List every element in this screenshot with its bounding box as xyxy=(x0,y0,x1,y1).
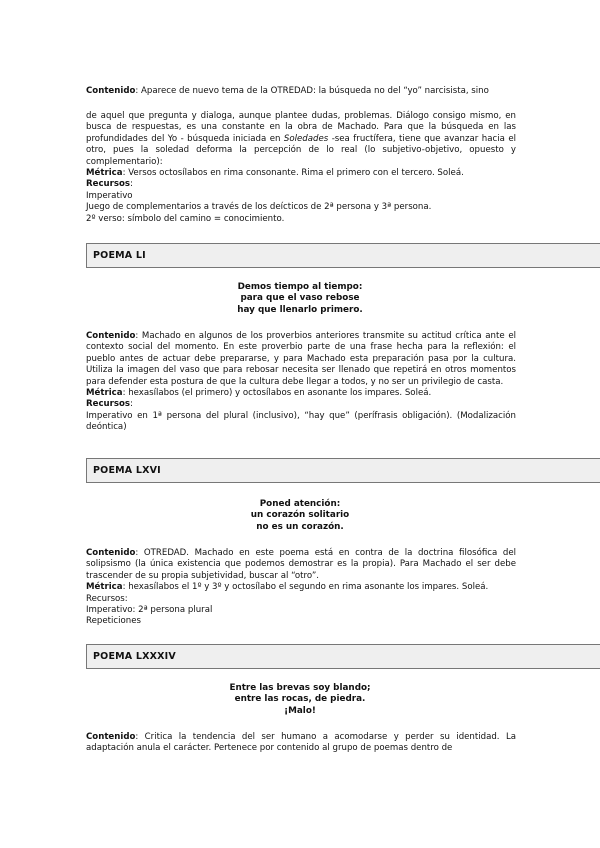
metrica-line xyxy=(86,168,516,179)
verse-line: ¡Malo! xyxy=(284,705,316,716)
contenido-text: : Machado en algunos de los proverbios anteriores transmite su actitud crítica ante el contexto social del momento. En este proverbio parte de una frase hecha para la reflexión: el pueblo antes de actuar debe prepararse, y para Machado esta preparación pasa por la cultura. Utiliza la imagen del vaso que para rebosar necesita ser llenado que repetirá en otros momentos para defender esta postura de que la cultura debe llegar a todos, y no ser un privilegio de casta. xyxy=(86,331,516,387)
contenido-label: Contenido xyxy=(86,331,136,341)
contenido-paragraph xyxy=(86,732,516,755)
verse-line: para que el vaso rebose xyxy=(240,293,360,304)
metrica-label: Métrica xyxy=(86,388,123,399)
verse-line: hay que llenarlo primero. xyxy=(237,304,363,315)
contenido-text-part: de aquel que pregunta y dialoga, aunque plantee dudas, problemas. Diálogo consigo mismo, en busca de respuestas, es una constante en la obra de Machado. Para que la búsqueda en las profundidades del Yo - búsqueda iniciada en xyxy=(86,111,516,144)
recursos-colon: : xyxy=(130,179,133,190)
recursos-item: Imperativo: 2ª persona plural xyxy=(86,605,213,616)
verse-line: entre las rocas, de piedra. xyxy=(234,694,366,705)
metrica-line xyxy=(86,582,516,593)
verse-line: Poned atención: xyxy=(259,499,341,509)
recursos-item: Imperativo xyxy=(86,190,133,201)
contenido-label: Contenido xyxy=(86,548,136,558)
recursos-label: Recursos xyxy=(86,399,131,410)
metrica-text: : hexasílabos (el primero) y octosílabos en asonante los impares. Soleá. xyxy=(122,388,432,399)
section-heading-poema-lxxxiv xyxy=(86,644,600,669)
metrica-text: : Versos octosílabos en rima consonante. Rima el primero con el tercero. Soleá. xyxy=(122,168,464,179)
verse-line: no es un corazón. xyxy=(256,521,344,532)
recursos-colon: : xyxy=(130,399,133,410)
top-contenido-first-line xyxy=(86,86,516,97)
poema-li-commentary xyxy=(86,331,516,434)
soledades-title: Soledades xyxy=(283,133,329,144)
recursos-label: Recursos: xyxy=(86,593,128,604)
poem-verses xyxy=(150,499,450,533)
recursos-item: 2º verso: símbolo del camino = conocimiento. xyxy=(86,213,285,224)
section-heading-text: POEMA LXXXIV xyxy=(93,651,176,662)
contenido-label: Contenido xyxy=(86,732,136,742)
verse-line: Demos tiempo al tiempo: xyxy=(237,282,363,292)
poem-verses xyxy=(150,683,450,717)
metrica-text: : hexasílabos el 1º y 3º y octosílabo el segundo en rima asonante los impares. Soleá. xyxy=(122,582,489,593)
section-heading-text: POEMA LI xyxy=(93,250,146,261)
verse-line: Entre las brevas soy blando; xyxy=(229,683,371,693)
contenido-text: : Aparece de nuevo tema de la OTREDAD: la búsqueda no del “yo” narcisista, sino xyxy=(135,86,489,96)
poema-lxxxiv-commentary xyxy=(86,732,516,755)
top-contenido-body xyxy=(86,111,516,225)
recursos-label: Recursos xyxy=(86,179,131,190)
recursos-text: Imperativo en 1ª persona del plural (inclusivo), “hay que” (perífrasis obligación). (Modalización deóntica) xyxy=(86,410,516,433)
contenido-paragraph xyxy=(86,331,516,388)
metrica-label: Métrica xyxy=(86,582,123,593)
contenido-paragraph xyxy=(86,548,516,582)
section-heading-poema-lxvi xyxy=(86,458,600,483)
section-heading-poema-li xyxy=(86,243,600,268)
contenido-paragraph xyxy=(86,111,516,168)
recursos-line xyxy=(86,399,516,410)
poema-lxvi-commentary xyxy=(86,548,516,628)
recursos-item: Juego de complementarios a través de los deícticos de 2ª persona y 3ª persona. xyxy=(86,202,432,213)
metrica-line xyxy=(86,388,516,399)
metrica-label: Métrica xyxy=(86,168,123,179)
contenido-label: Contenido xyxy=(86,86,136,96)
poem-verses xyxy=(150,282,450,316)
recursos-line xyxy=(86,179,516,190)
recursos-item: Repeticiones xyxy=(86,616,141,627)
contenido-text: : Critica la tendencia del ser humano a acomodarse y perder su identidad. La adaptación anula el carácter. Pertenece por contenido al grupo de poemas dentro de xyxy=(86,732,516,754)
verse-line: un corazón solitario xyxy=(250,510,350,521)
contenido-text-part: -sea fructífera, tiene que avanzar hacia el otro, pues la soledad deforma la percepción de lo real (lo subjetivo-objetivo, opuesto y complementario): xyxy=(86,133,516,167)
section-heading-text: POEMA LXVI xyxy=(93,465,161,476)
contenido-text: : OTREDAD. Machado en este poema está en contra de la doctrina filosófica del solipsismo (la única existencia que podemos demostrar es la propia). Para Machado el ser debe trascender de su propia subjetividad, buscar al “otro”. xyxy=(86,548,516,581)
